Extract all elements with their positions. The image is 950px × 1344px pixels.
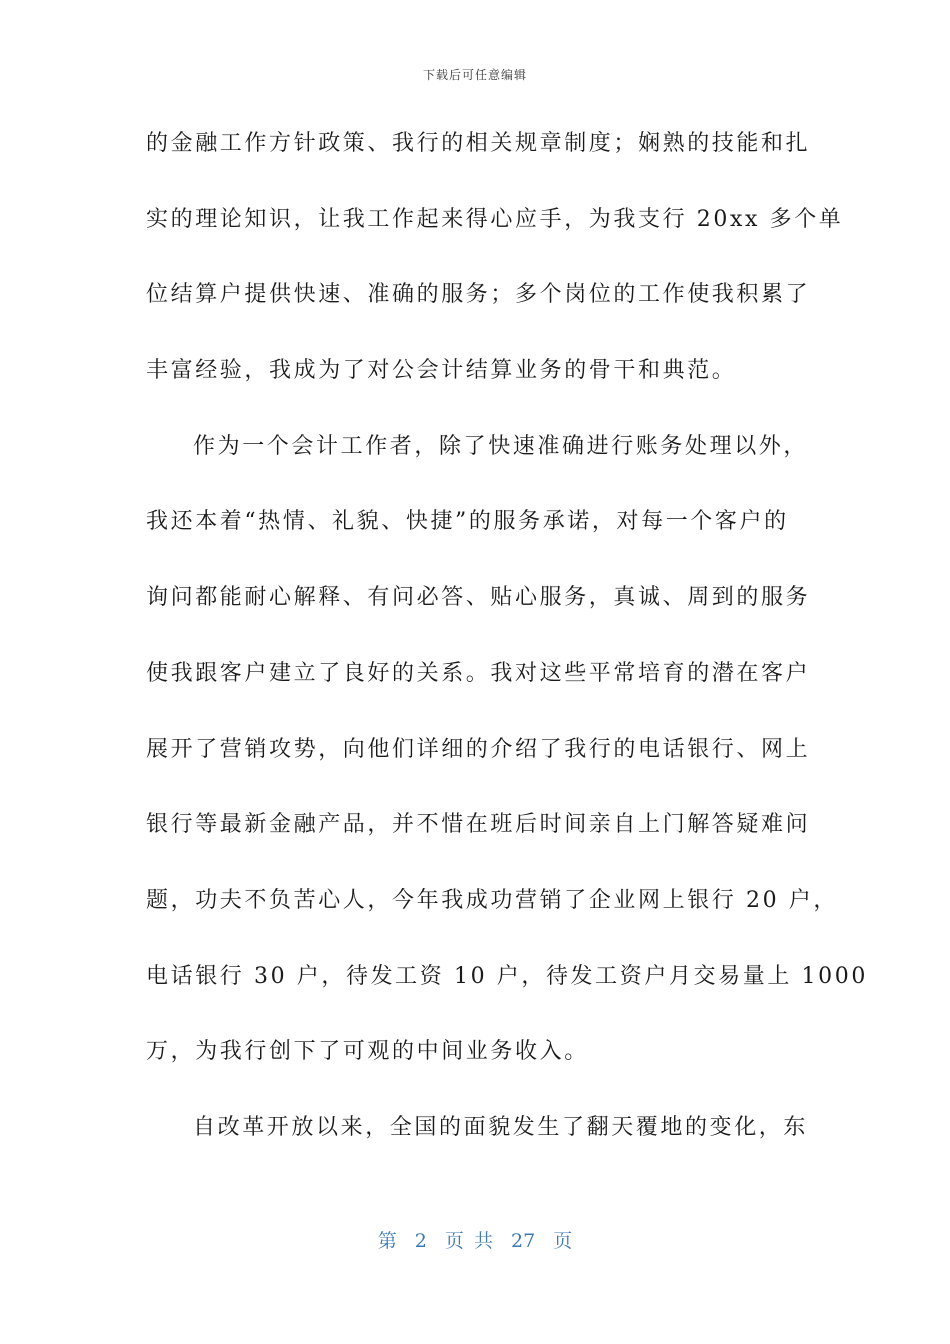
text-line: 我还本着“热情、礼貌、快捷”的服务承诺，对每一个客户的 xyxy=(146,509,789,535)
current-page-number: 2 xyxy=(414,1230,427,1252)
text-line: 电话银行 30 户，待发工资 10 户，待发工资户月交易量上 1000 xyxy=(146,963,868,989)
text-line: 询问都能耐心解释、有问必答、贴心服务，真诚、周到的服务 xyxy=(146,585,811,611)
text-line: 丰富经验，我成为了对公会计结算业务的骨干和典范。 xyxy=(146,358,737,384)
text-line: 万，为我行创下了可观的中间业务收入。 xyxy=(146,1039,589,1065)
paragraph-start-line: 作为一个会计工作者，除了快速准确进行账务处理以外， xyxy=(193,433,809,459)
paragraph-start-line: 自改革开放以来，全国的面貌发生了翻天覆地的变化，东 xyxy=(193,1114,809,1140)
footer-middle: 页 共 xyxy=(444,1230,493,1252)
page-header: 下载后可任意编辑 xyxy=(422,68,527,82)
text-line: 实的理论知识，让我工作起来得心应手，为我支行 20xx 多个单 xyxy=(146,206,844,232)
footer-prefix: 第 xyxy=(377,1230,397,1252)
total-page-count: 27 xyxy=(511,1230,536,1252)
text-line: 银行等最新金融产品，并不惜在班后时间亲自上门解答疑难问 xyxy=(146,812,811,838)
footer-suffix: 页 xyxy=(553,1230,573,1252)
text-line: 位结算户提供快速、准确的服务；多个岗位的工作使我积累了 xyxy=(146,282,811,308)
document-body xyxy=(146,124,868,1184)
text-line: 展开了营销攻势，向他们详细的介绍了我行的电话银行、网上 xyxy=(146,736,811,762)
page-number-footer xyxy=(0,1226,950,1253)
text-line: 的金融工作方针政策、我行的相关规章制度；娴熟的技能和扎 xyxy=(146,131,811,156)
text-line: 使我跟客户建立了良好的关系。我对这些平常培育的潜在客户 xyxy=(146,660,811,686)
text-line: 题，功夫不负苦心人，今年我成功营销了企业网上银行 20 户， xyxy=(146,887,838,913)
